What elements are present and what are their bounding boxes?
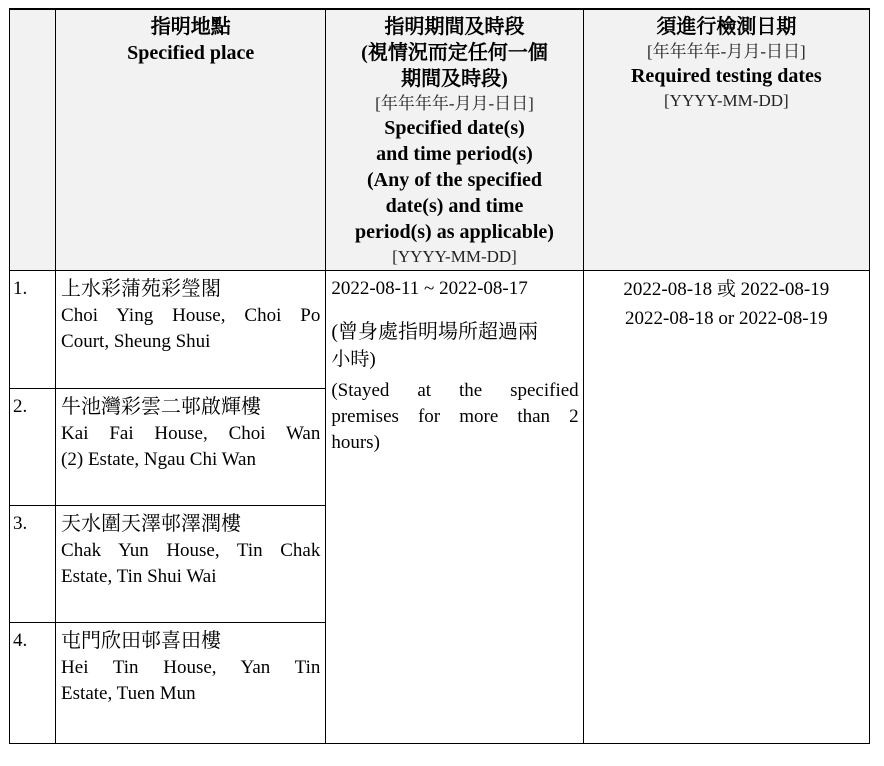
- period-cell: [326, 271, 583, 744]
- period-note-en-line3: hours): [331, 432, 380, 453]
- header-testing-cell: [583, 9, 869, 271]
- header-period-format-zh: [年年年年-月月-日日]: [375, 94, 534, 113]
- header-period-en-line1: Specified date(s): [384, 117, 525, 139]
- place-name-zh: 天水圍天澤邨澤潤樓: [61, 513, 242, 535]
- period-note-zh-line1: (曾身處指明場所超過兩: [331, 321, 539, 343]
- testing-dates-cell: [583, 271, 869, 744]
- header-number-cell: [10, 9, 56, 271]
- header-period-zh-line3: 期間及時段): [401, 68, 508, 90]
- period-note-en-line1: (Stayed at the specified: [331, 380, 579, 401]
- place-name-en-line2: Estate, Tuen Mun: [61, 683, 196, 704]
- header-place-cell: [56, 9, 326, 271]
- header-period-cell: [326, 9, 583, 271]
- specified-places-table: [9, 8, 870, 744]
- header-testing-format-zh: [年年年年-月月-日日]: [647, 42, 806, 61]
- table-header: [10, 9, 870, 271]
- period-note-en-line2: premises for more than 2: [331, 406, 579, 427]
- header-period-zh-line1: 指明期間及時段: [384, 16, 525, 38]
- place-name-en-line1: Chak Yun House, Tin Chak: [61, 540, 321, 561]
- place-name-zh: 屯門欣田邨喜田樓: [61, 630, 222, 652]
- header-period-zh-line2: (視情況而定任何一個: [361, 42, 548, 64]
- header-period-en-line3: (Any of the specified: [367, 169, 542, 191]
- row-number: 2.: [10, 389, 56, 506]
- row-number: 4.: [10, 623, 56, 744]
- header-testing-zh: 須進行檢測日期: [656, 16, 797, 38]
- testing-dates-zh: 2022-08-18 或 2022-08-19: [623, 279, 830, 300]
- place-cell: [56, 271, 326, 389]
- row-number: 3.: [10, 506, 56, 623]
- place-name-en-line1: Hei Tin House, Yan Tin: [61, 657, 321, 678]
- header-testing-en: Required testing dates: [630, 65, 822, 87]
- period-dates: 2022-08-11 ~ 2022-08-17: [331, 278, 528, 299]
- header-period-en-line2: and time period(s): [376, 143, 533, 165]
- place-cell: [56, 623, 326, 744]
- period-note-zh-line2: 小時): [331, 349, 376, 370]
- table-row: [10, 271, 870, 389]
- table-body: [10, 271, 870, 744]
- place-name-zh: 牛池灣彩雲二邨啟輝樓: [61, 396, 262, 418]
- header-row: [10, 9, 870, 271]
- place-name-en-line1: Choi Ying House, Choi Po: [61, 305, 321, 326]
- header-period-en-line4: date(s) and time: [385, 195, 524, 217]
- place-name-en-line2: Court, Sheung Shui: [61, 331, 211, 352]
- testing-dates-en: 2022-08-18 or 2022-08-19: [625, 308, 828, 329]
- place-name-zh: 上水彩蒲苑彩瑩閣: [61, 278, 222, 300]
- header-place-zh: 指明地點: [150, 16, 231, 38]
- place-cell: [56, 506, 326, 623]
- place-name-en-line1: Kai Fai House, Choi Wan: [61, 423, 321, 444]
- header-place-en: Specified place: [127, 42, 255, 64]
- place-name-en-line2: (2) Estate, Ngau Chi Wan: [61, 449, 256, 470]
- row-number: 1.: [10, 271, 56, 389]
- place-cell: [56, 389, 326, 506]
- header-period-en-line5: period(s) as applicable): [355, 221, 554, 243]
- header-testing-format-en: [YYYY-MM-DD]: [664, 91, 789, 110]
- header-period-format-en: [YYYY-MM-DD]: [392, 247, 517, 266]
- place-name-en-line2: Estate, Tin Shui Wai: [61, 566, 217, 587]
